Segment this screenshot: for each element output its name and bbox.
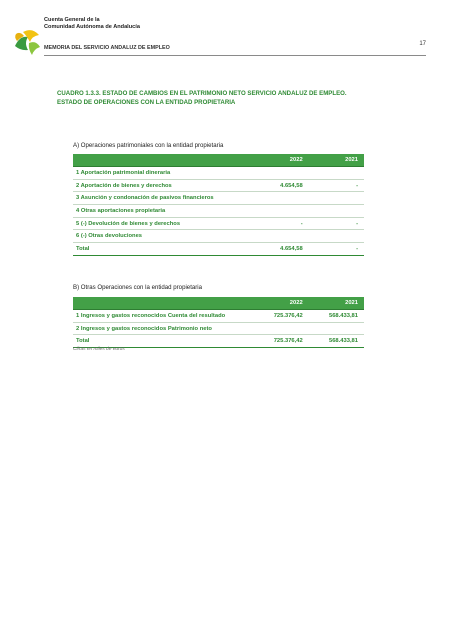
value-2021: - <box>309 179 364 192</box>
table-otras-operaciones <box>73 297 364 348</box>
row-label: 5 (-) Devolución de bienes y derechos <box>73 217 253 230</box>
org-line-2: Comunidad Autónoma de Andalucía <box>44 24 140 30</box>
table-total-row <box>73 243 364 256</box>
footnote-units: Cifras en miles de euros <box>73 347 125 352</box>
table-header-row <box>73 297 364 310</box>
table-row <box>73 310 364 323</box>
table-a-caption: A) Operaciones patrimoniales con la entidad propietaria <box>73 142 224 149</box>
row-label: 4 Otras aportaciones propietaria <box>73 205 253 218</box>
section-heading-line-1: CUADRO 1.3.3. ESTADO DE CAMBIOS EN EL PATRIMONIO NETO SERVICIO ANDALUZ DE EMPLEO. <box>57 90 347 97</box>
table-row <box>73 167 364 180</box>
value-2021: 568.433,81 <box>309 310 364 323</box>
header-cell-label <box>73 297 253 310</box>
value-2022 <box>253 192 308 205</box>
header-cell-2021: 2021 <box>309 297 364 310</box>
value-2021: - <box>309 217 364 230</box>
row-label: 1 Aportación patrimonial dineraria <box>73 167 253 180</box>
value-2022: 4.654,58 <box>253 179 308 192</box>
table-header-row <box>73 154 364 167</box>
page-number: 17 <box>419 41 426 47</box>
table-row <box>73 322 364 335</box>
value-2022 <box>253 322 308 335</box>
total-label: Total <box>73 243 253 256</box>
row-label: 2 Aportación de bienes y derechos <box>73 179 253 192</box>
total-2021: - <box>309 243 364 256</box>
table-row <box>73 230 364 243</box>
table-b-caption: B) Otras Operaciones con la entidad propietaria <box>73 284 203 291</box>
row-label: 6 (-) Otras devoluciones <box>73 230 253 243</box>
value-2021 <box>309 192 364 205</box>
value-2022: 725.376,42 <box>253 310 308 323</box>
total-2022: 4.654,58 <box>253 243 308 256</box>
organization-name <box>44 17 140 31</box>
section-heading-line-2: ESTADO DE OPERACIONES CON LA ENTIDAD PROPIETARIA <box>57 99 236 106</box>
header-cell-label <box>73 154 253 167</box>
junta-andalucia-logo-icon <box>13 26 41 56</box>
total-label: Total <box>73 335 253 348</box>
value-2021 <box>309 205 364 218</box>
table-row <box>73 192 364 205</box>
value-2021 <box>309 167 364 180</box>
header-cell-2022: 2022 <box>253 154 308 167</box>
section-heading <box>57 89 357 107</box>
row-label: 3 Asunción y condonación de pasivos financieros <box>73 192 253 205</box>
total-2021: 568.433,81 <box>309 335 364 348</box>
org-line-1: Cuenta General de la <box>44 17 100 23</box>
table-row <box>73 217 364 230</box>
header-divider <box>44 55 426 56</box>
row-label: 1 Ingresos y gastos reconocidos Cuenta del resultado <box>73 310 253 323</box>
value-2021 <box>309 322 364 335</box>
value-2022 <box>253 230 308 243</box>
value-2022 <box>253 167 308 180</box>
value-2022 <box>253 205 308 218</box>
total-2022: 725.376,42 <box>253 335 308 348</box>
table-row <box>73 205 364 218</box>
table-operaciones-patrimoniales <box>73 154 364 256</box>
report-title: MEMORIA DEL SERVICIO ANDALUZ DE EMPLEO <box>44 45 170 51</box>
header-cell-2022: 2022 <box>253 297 308 310</box>
table-total-row <box>73 335 364 348</box>
row-label: 2 Ingresos y gastos reconocidos Patrimonio neto <box>73 322 253 335</box>
table-row <box>73 179 364 192</box>
value-2021 <box>309 230 364 243</box>
header-cell-2021: 2021 <box>309 154 364 167</box>
value-2022: - <box>253 217 308 230</box>
